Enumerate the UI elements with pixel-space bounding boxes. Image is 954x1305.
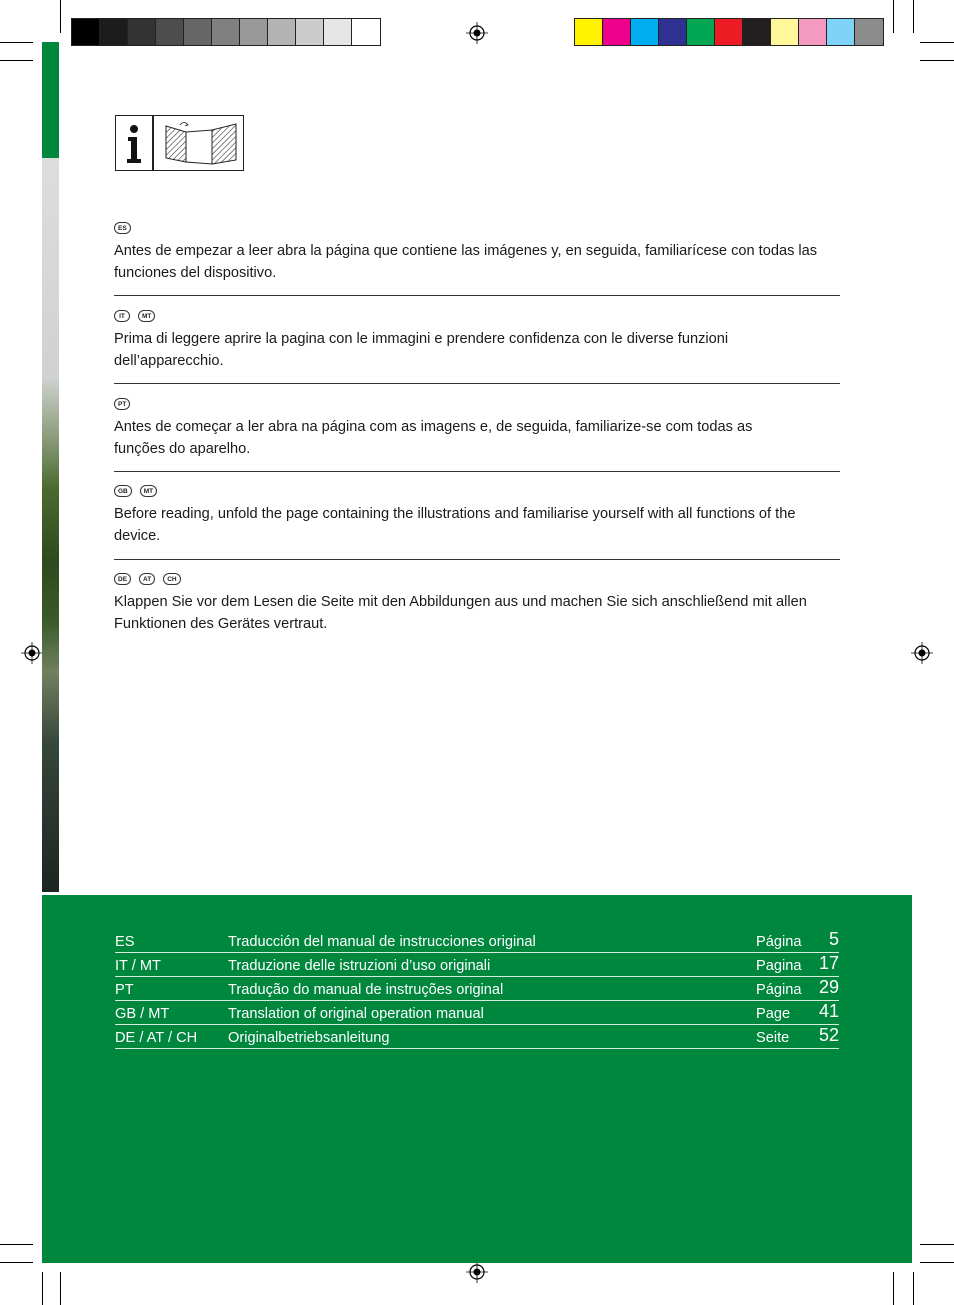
unfold-page-icon (153, 115, 244, 171)
section-text: Prima di leggere aprire la pagina con le immagini e prendere confidenza con le diverse funzioni dell’apparecchio. (114, 331, 729, 369)
toc-title: Translation of original operation manual (228, 1006, 484, 1022)
crop-mark (60, 1272, 61, 1305)
color-swatch (296, 19, 324, 45)
section-divider (114, 295, 840, 296)
toc-title: Traduzione delle istruzioni d’uso originali (228, 958, 491, 974)
crop-mark (893, 0, 894, 33)
color-swatch (240, 19, 268, 45)
section-text: Antes de empezar a leer abra la página que contiene las imágenes y, en seguida, familiarícese con todas las funciones del dispositivo. (114, 243, 818, 281)
toc-row-gb-mt[interactable] (115, 1001, 839, 1025)
language-badge: CH (163, 573, 180, 585)
crop-mark (0, 1262, 33, 1263)
language-section-it-mt (114, 310, 840, 372)
color-swatch (827, 19, 855, 45)
crop-mark (0, 60, 33, 61)
language-badges (114, 485, 840, 499)
registration-mark-icon (466, 22, 488, 44)
table-of-contents (115, 930, 839, 1049)
color-swatch (771, 19, 799, 45)
crop-mark (920, 42, 954, 43)
toc-language-code: GB / MT (115, 1006, 170, 1022)
toc-language-code: ES (115, 934, 135, 950)
toc-title: Originalbetriebsanleitung (228, 1030, 390, 1046)
toc-language-code: DE / AT / CH (115, 1030, 198, 1046)
color-swatch (100, 19, 128, 45)
toc-title: Traducción del manual de instrucciones original (228, 934, 536, 950)
left-photo-strip (42, 158, 59, 892)
language-badges (114, 398, 840, 412)
language-badges (114, 310, 840, 324)
crop-mark (42, 1272, 43, 1305)
registration-mark-icon (911, 642, 933, 664)
section-text: Klappen Sie vor dem Lesen die Seite mit den Abbildungen aus und machen Sie sich anschließend mit allen Funktionen des Gerätes vertraut. (114, 594, 807, 632)
crop-mark (913, 1272, 914, 1305)
crop-mark (920, 1262, 954, 1263)
language-badges (114, 222, 840, 236)
toc-page-label: Página (756, 934, 802, 950)
color-swatch (156, 19, 184, 45)
language-badge: MT (140, 485, 157, 497)
crop-mark (920, 60, 954, 61)
color-swatch (743, 19, 771, 45)
grayscale-color-bar (71, 18, 381, 46)
color-swatch (575, 19, 603, 45)
color-swatch (659, 19, 687, 45)
toc-page-number: 52 (818, 1025, 839, 1045)
color-swatch (855, 19, 883, 45)
language-section-es (114, 222, 840, 284)
toc-page-label: Pagina (756, 958, 802, 974)
color-swatch (128, 19, 156, 45)
color-swatch (268, 19, 296, 45)
color-swatch (352, 19, 380, 45)
language-badge: MT (138, 310, 155, 322)
toc-language-code: PT (115, 982, 134, 998)
toc-page-label: Seite (756, 1030, 790, 1046)
toc-title: Tradução do manual de instruções original (228, 982, 504, 998)
color-swatch (687, 19, 715, 45)
color-swatch (72, 19, 100, 45)
toc-page-number: 41 (818, 1001, 839, 1021)
toc-page-label: Page (756, 1006, 791, 1022)
color-swatch (184, 19, 212, 45)
section-text: Before reading, unfold the page containing the illustrations and familiarise yourself with all functions of the device. (114, 506, 796, 544)
crop-mark (0, 1244, 33, 1245)
language-section-pt (114, 398, 840, 460)
toc-row-es[interactable] (115, 930, 839, 953)
info-icon (115, 115, 153, 171)
language-badge: PT (114, 398, 130, 410)
language-badge: IT (114, 310, 130, 322)
toc-page-number: 5 (828, 929, 839, 949)
color-swatch (715, 19, 743, 45)
section-divider (114, 383, 840, 384)
language-section-gb-mt (114, 485, 840, 547)
color-swatch (324, 19, 352, 45)
language-badge: ES (114, 222, 131, 234)
language-badge: DE (114, 573, 131, 585)
language-section-de-at-ch (114, 573, 840, 635)
toc-row-pt[interactable] (115, 977, 839, 1001)
color-swatch (631, 19, 659, 45)
toc-row-it-mt[interactable] (115, 953, 839, 977)
crop-mark (920, 1244, 954, 1245)
toc-row-de-at-ch[interactable] (115, 1025, 839, 1049)
section-divider (114, 471, 840, 472)
section-divider (114, 559, 840, 560)
color-swatch (212, 19, 240, 45)
section-text: Antes de começar a ler abra na página com as imagens e, de seguida, familiarize-se com todas as funções do aparelho. (114, 419, 753, 457)
toc-language-code: IT / MT (115, 958, 161, 974)
color-swatch (799, 19, 827, 45)
color-swatch (603, 19, 631, 45)
toc-page-number: 17 (818, 953, 839, 973)
left-green-strip (42, 42, 59, 158)
process-color-bar (574, 18, 884, 46)
language-badge: AT (139, 573, 155, 585)
crop-mark (60, 0, 61, 33)
language-badges (114, 573, 840, 587)
registration-mark-icon (466, 1261, 488, 1283)
toc-page-number: 29 (818, 977, 839, 997)
toc-page-label: Página (756, 982, 802, 998)
language-badge: GB (114, 485, 132, 497)
registration-mark-icon (21, 642, 43, 664)
crop-mark (893, 1272, 894, 1305)
crop-mark (913, 0, 914, 33)
crop-mark (0, 42, 33, 43)
